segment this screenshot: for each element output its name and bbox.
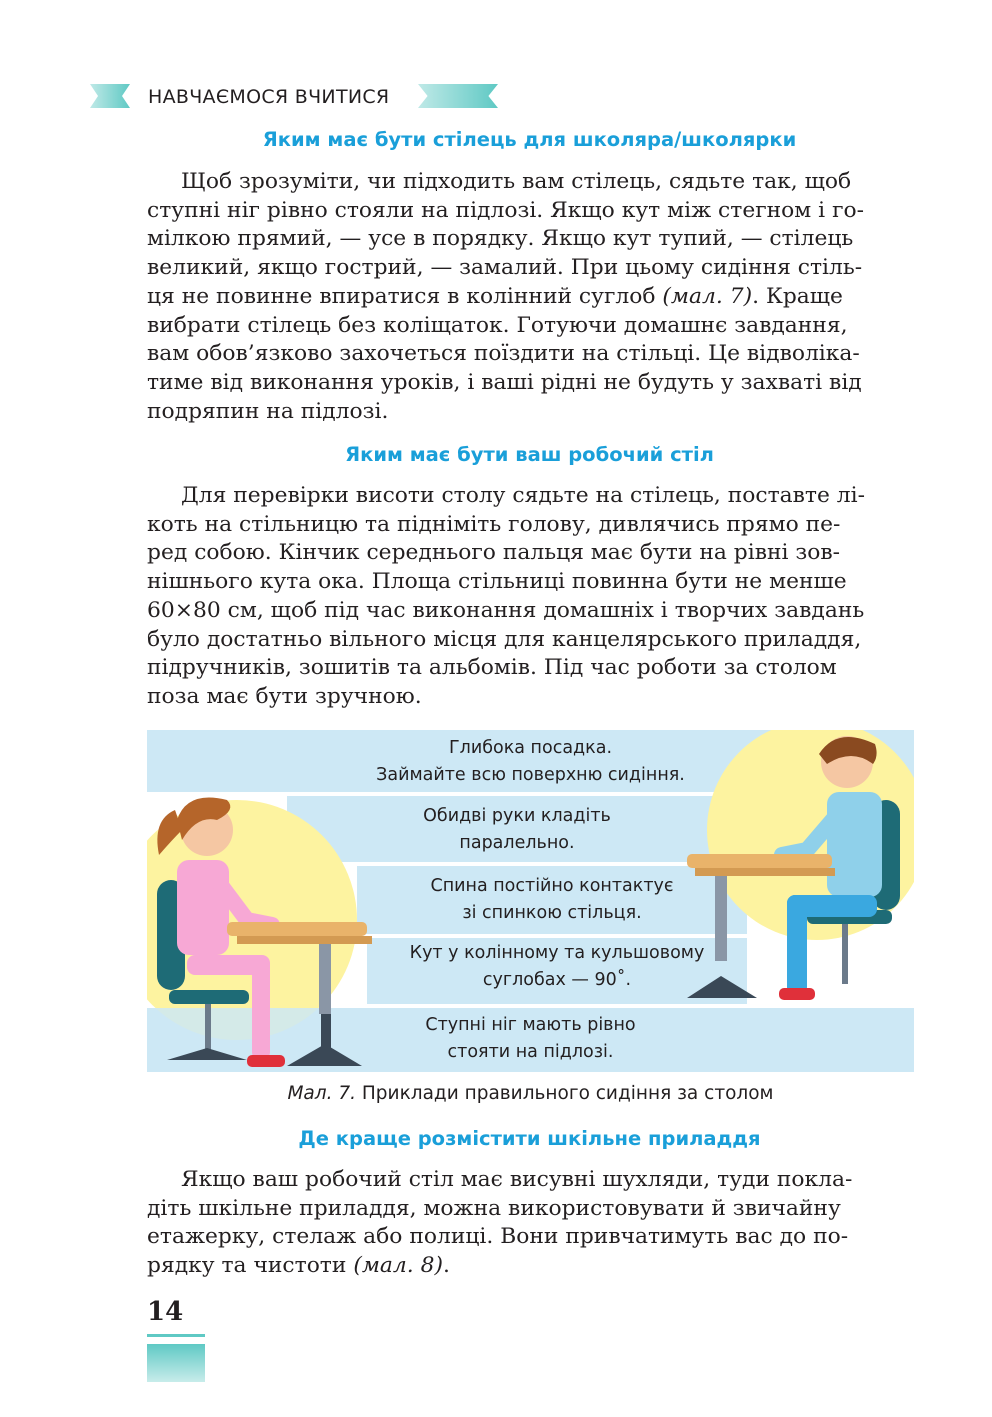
seating-illustration	[147, 730, 914, 1075]
tip-knee-angle: Кут у колінному та кульшовому суглобах — 90˚.	[409, 943, 705, 990]
page-corner-block	[147, 1344, 205, 1382]
running-header	[0, 82, 992, 110]
header-ribbon-right	[418, 84, 498, 108]
section-heading-desk: Яким має бути ваш робочий стіл	[345, 443, 714, 466]
paragraph-chair: Щоб зрозуміти, чи підходить вам стілець, сядьте так, щоб ступні ніг рівно стояли на підлозі. Якщо кут між стегном і го- мілкою прямий, — усе в порядку. Якщо кут тупий, — стілець великий, якщо гострий, — замалий. При цьому сидіння стіль- ця не повинне впиратися в колінний суглоб (мал. 7). Краще вибрати стілець без коліщаток. Готуючи домашнє завдання, вам обов’язково захочеться поїздити на стільці. Це відволіка- тиме від виконання уроків, і ваші рідні не будуть у захваті від подряпин на підлозі.	[147, 169, 864, 424]
figure-reference: (мал. 8)	[353, 1253, 444, 1279]
figure-reference: (мал. 7)	[662, 283, 753, 309]
figure-caption	[147, 1083, 914, 1104]
figure-caption-label: Мал. 7.	[287, 1083, 357, 1104]
section-heading-supplies: Де краще розмістити шкільне приладдя	[298, 1127, 761, 1150]
tip-hands-parallel: Обидві руки кладіть паралельно.	[423, 806, 611, 853]
section-heading-chair: Яким має бути стілець для школяра/школярки	[262, 128, 797, 151]
desk-top-icon	[227, 922, 367, 936]
header-ribbon-left	[90, 84, 130, 108]
tip-deep-seating: Глибока посадка. Займайте всю поверхню сидіння.	[376, 738, 685, 785]
page-number: 14	[147, 1297, 184, 1327]
figure-caption-text: Приклади правильного сидіння за столом	[356, 1083, 774, 1104]
running-header-title: НАВЧАЄМОСЯ ВЧИТИСЯ	[148, 86, 390, 108]
paragraph-desk: Для перевірки висоти столу сядьте на стілець, поставте лі- коть на стільницю та підніміть голову, дивлячись прямо пе- ред собою. Кінчик середнього пальця має бути на рівні зов- нішнього кута ока. Площа стільниці повинна бути не менше 60×80 см, щоб під час виконання домашніх і творчих завдань було достатньо вільного місця для канцелярського приладдя, підручників, зошитів та альбомів. Під час роботи за столом поза має бути зручною.	[147, 483, 865, 709]
tip-back-contact: Спина постійно контактує зі спинкою стільця.	[430, 876, 674, 923]
page-number-underline	[147, 1334, 205, 1337]
paragraph-supplies: Якщо ваш робочий стіл має висувні шухляди, туди поклa- діть шкільне приладдя, можна використовувати й звичайну етажерку, стелаж або полиці. Вони привчатимуть вас до по- рядку та чистоти (мал. 8).	[147, 1167, 853, 1279]
tip-feet-floor: Ступні ніг мають рівно стояти на підлозі.	[425, 1015, 636, 1062]
